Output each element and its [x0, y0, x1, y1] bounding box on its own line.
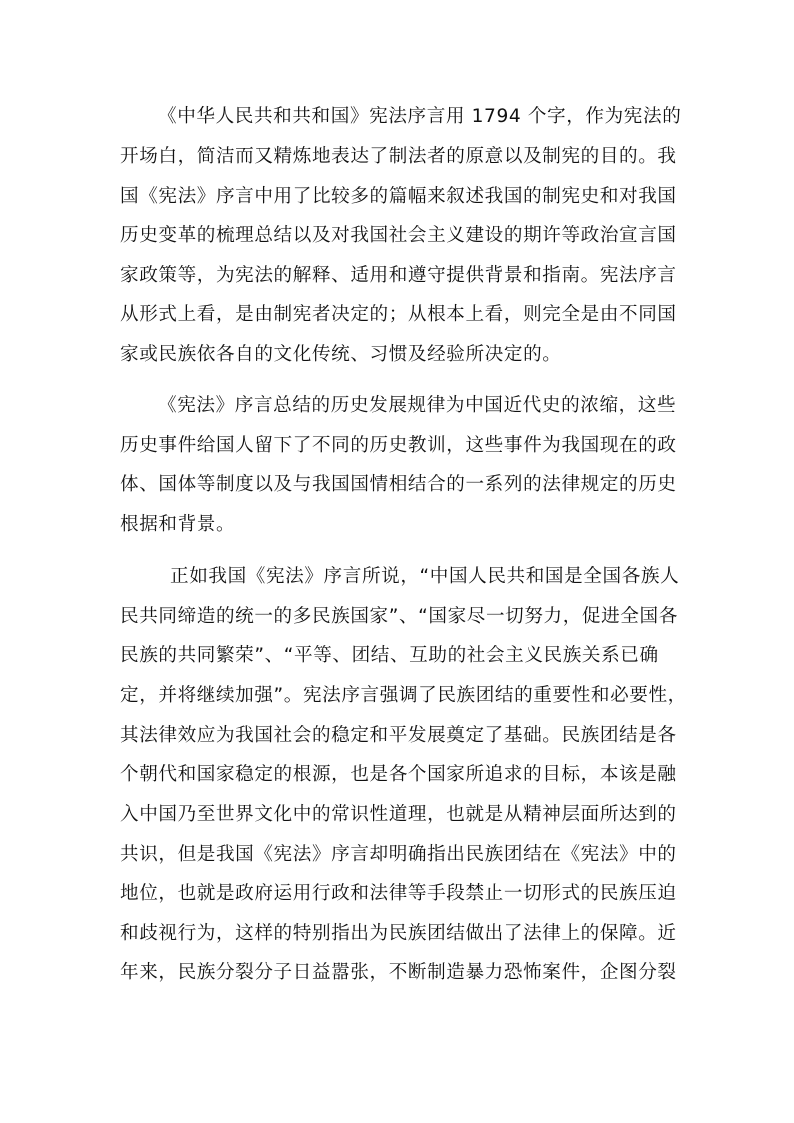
text-line: 开场白，简洁而又精炼地表达了制法者的原意以及制宪的目的。我	[120, 146, 677, 167]
text-line: 正如我国《宪法》序言所说，“中国人民共和国是全国各族人	[170, 566, 680, 587]
text-line: 定，并将继续加强”。宪法序言强调了民族团结的重要性和必要性，	[120, 685, 687, 706]
text-line: 家政策等，为宪法的解释、适用和遵守提供背景和指南。宪法序言	[120, 265, 677, 286]
text-line: 根据和背景。	[120, 514, 236, 535]
text-line: 其法律效应为我国社会的稳定和平发展奠定了基础。民族团结是各	[120, 725, 677, 746]
text-line: 国《宪法》序言中用了比较多的篇幅来叙述我国的制宪史和对我国	[120, 186, 677, 207]
text-line: 历史变革的梳理总结以及对我国社会主义建设的期许等政治宣言国	[120, 225, 677, 246]
text-line: 入中国乃至世界文化中的常识性道理，也就是从精神层面所达到的	[120, 804, 677, 825]
text-line: 《宪法》序言总结的历史发展规律为中国近代史的浓缩，这些	[158, 395, 677, 416]
text-line: 民共同缔造的统一的多民族国家”、“国家尽一切努力，促进全国各	[120, 606, 678, 627]
text-line: 个朝代和国家稳定的根源，也是各个国家所追求的目标，本该是融	[120, 764, 677, 785]
text-line: 历史事件给国人留下了不同的历史教训，这些事件为我国现在的政	[120, 435, 677, 456]
text-line: 体、国体等制度以及与我国国情相结合的一系列的法律规定的历史	[120, 474, 677, 495]
text-line: 民族的共同繁荣”、“平等、团结、互助的社会主义民族关系已确	[120, 645, 659, 666]
text-line: 共识，但是我国《宪法》序言却明确指出民族团结在《宪法》中的	[120, 844, 677, 865]
text-line: 家或民族依各自的文化传统、习惯及经验所决定的。	[120, 344, 562, 365]
text-line: 从形式上看，是由制宪者决定的；从根本上看，则完全是由不同国	[120, 304, 677, 325]
text-line: 地位，也就是政府运用行政和法律等手段禁止一切形式的民族压迫	[120, 883, 677, 904]
text-line: 《中华人民共和共和国》宪法序言用 1794 个字，作为宪法的	[158, 106, 682, 127]
text-line: 和歧视行为，这样的特别指出为民族团结做出了法律上的保障。近	[120, 923, 677, 944]
text-line: 年来，民族分裂分子日益嚣张，不断制造暴力恐怖案件，企图分裂	[120, 962, 677, 983]
